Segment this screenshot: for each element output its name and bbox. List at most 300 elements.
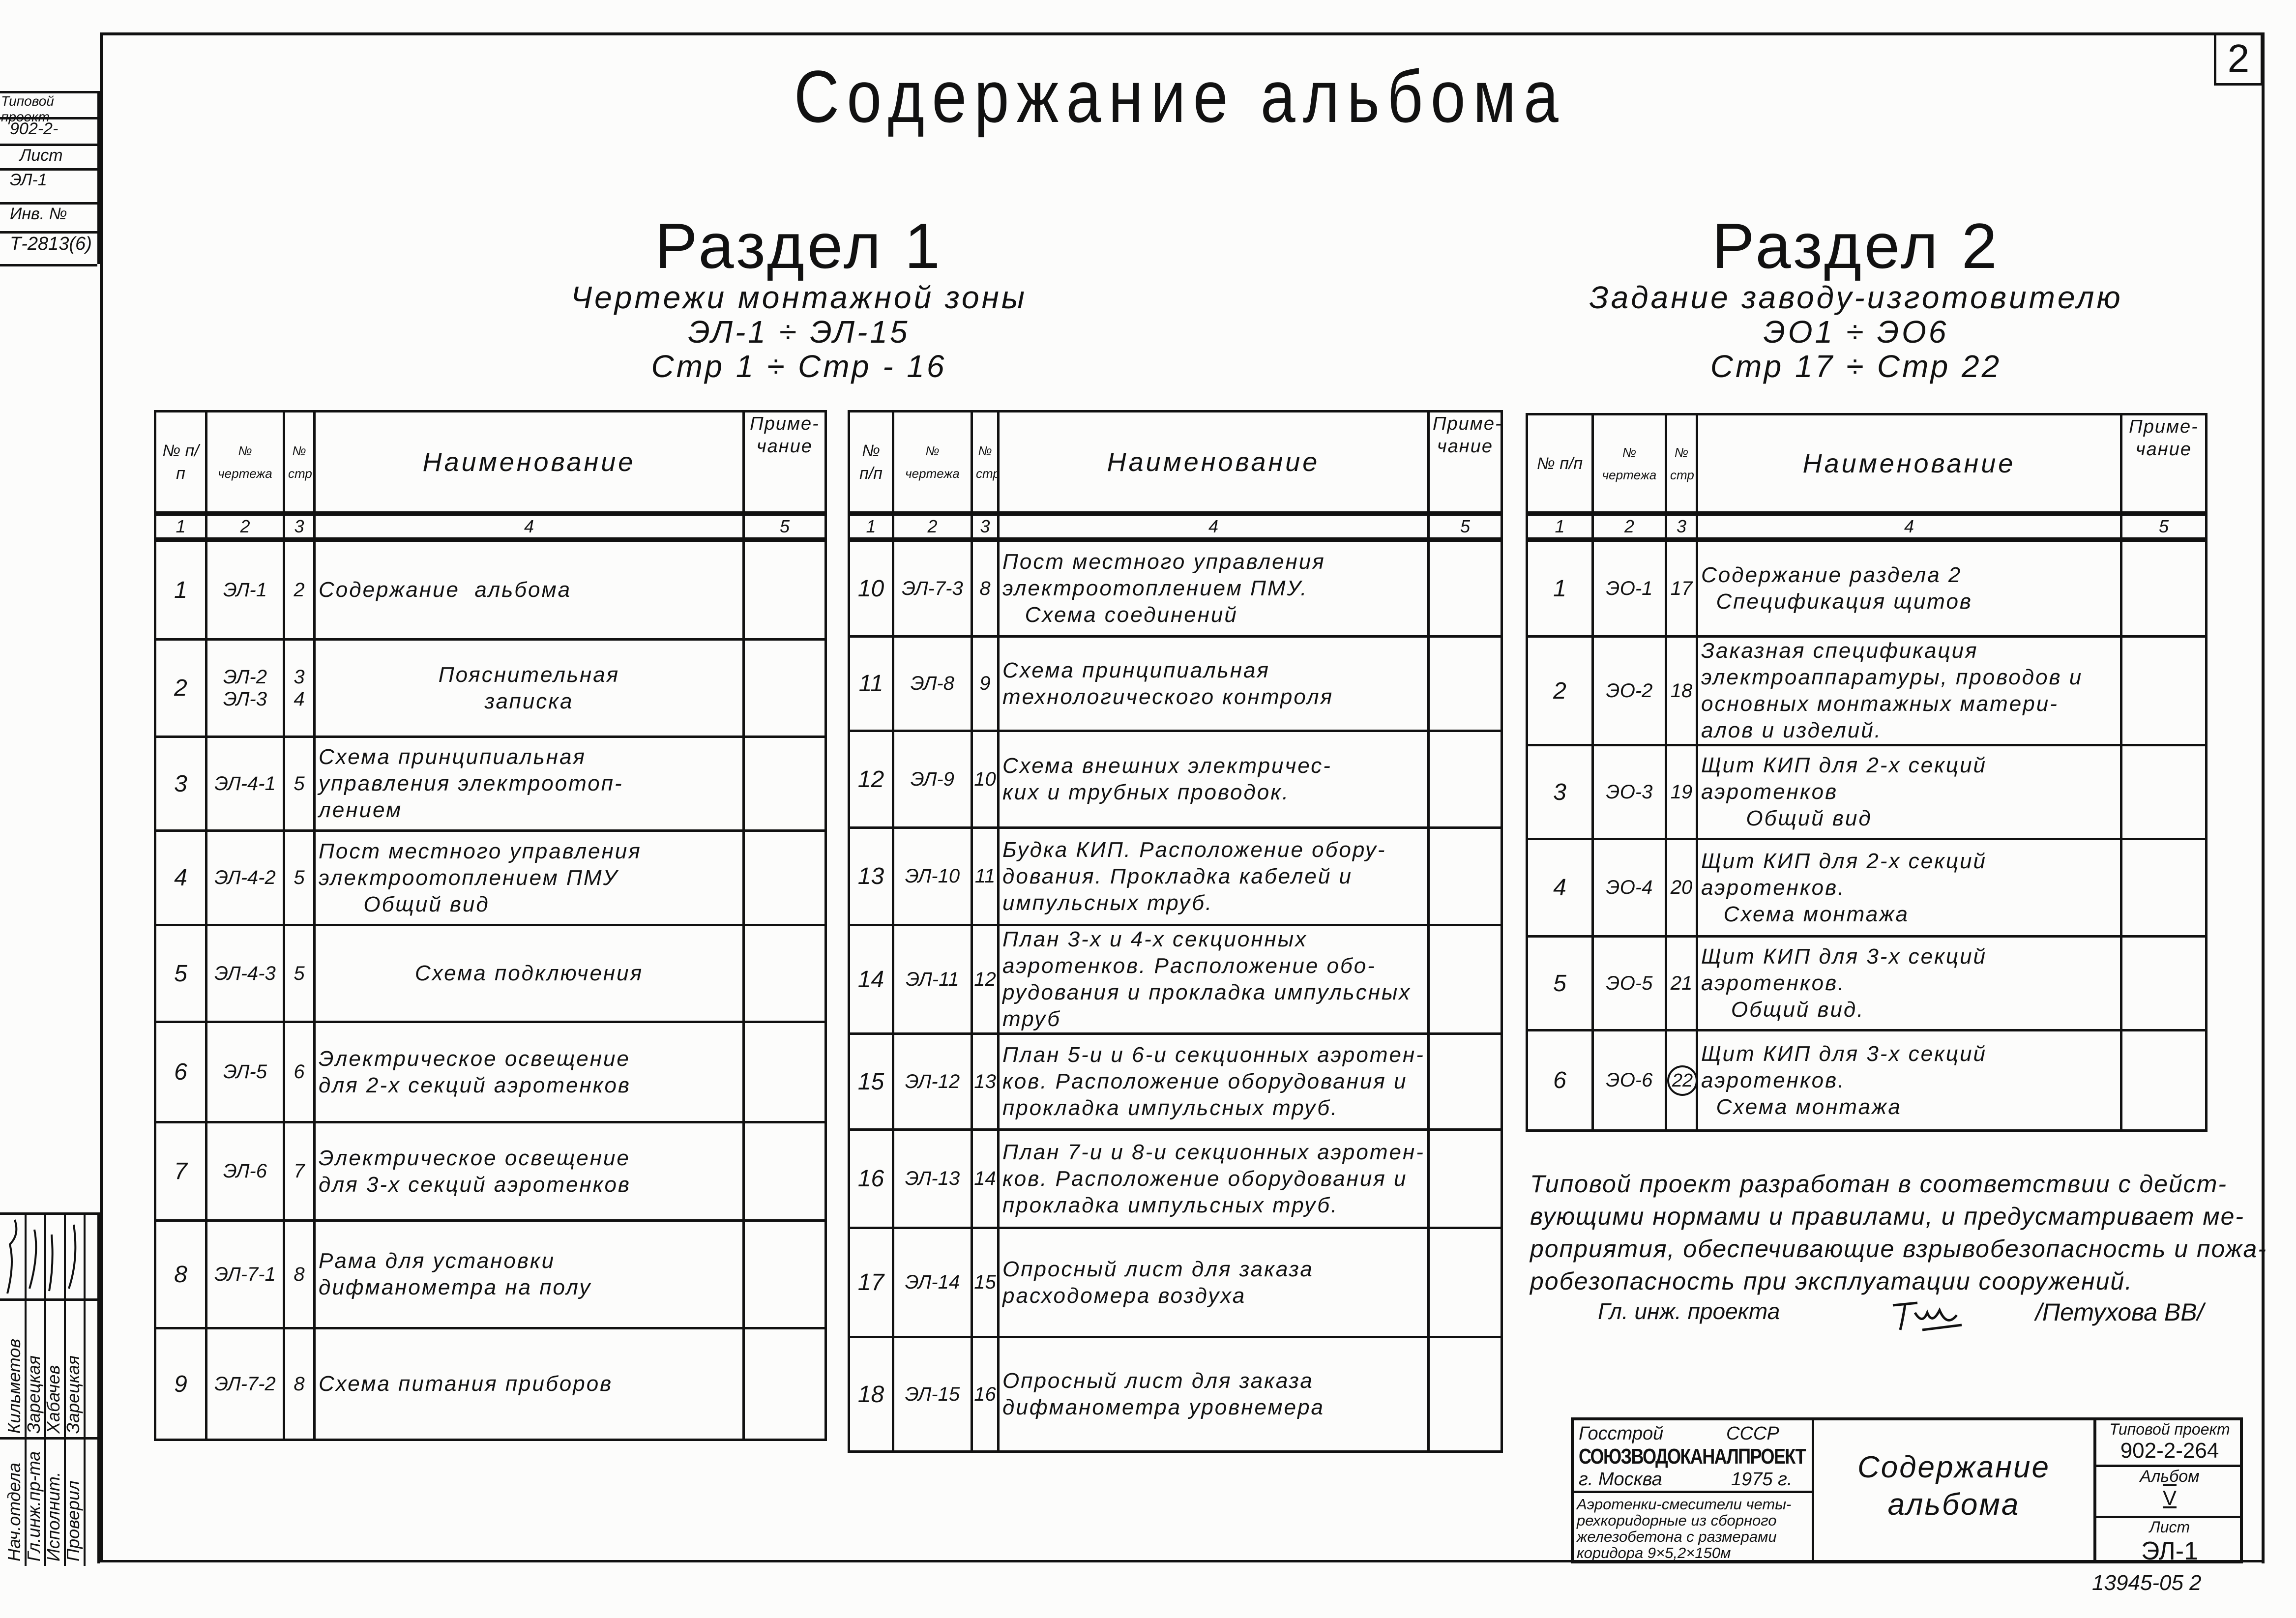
drawing-number — [206, 1328, 284, 1440]
item-name-line: основных монтажных матери- — [1701, 692, 2059, 716]
item-note — [744, 925, 826, 1022]
row-number: 4 — [155, 831, 206, 925]
item-note — [1429, 731, 1502, 828]
column-number: 2 — [206, 514, 284, 540]
item-name-line: управления электроотоп- — [319, 771, 623, 795]
column-number: 1 — [849, 514, 893, 540]
page-number — [1666, 1030, 1697, 1131]
org-year: 1975 г. — [1731, 1469, 1793, 1490]
drawing-number — [206, 1221, 284, 1328]
drawing-code: ЭЛ-7-2 — [214, 1373, 276, 1395]
table-header-row — [1527, 414, 2207, 514]
row-number: 5 — [1527, 937, 1593, 1030]
item-name-line: Схема монтажа — [1701, 902, 1910, 926]
item-name — [315, 1022, 744, 1122]
section-2-header — [1500, 211, 2212, 383]
item-name — [315, 1122, 744, 1221]
item-note — [2121, 540, 2207, 637]
drawing-number — [1593, 1030, 1666, 1131]
row-number: 6 — [1527, 1030, 1593, 1131]
title-block-org — [1574, 1420, 1814, 1560]
item-name-line: аэротенков. — [1701, 1068, 1846, 1092]
table-row — [1527, 637, 2207, 745]
table-row — [849, 1130, 1502, 1228]
page-number — [972, 1034, 999, 1130]
item-name — [1697, 839, 2121, 937]
page-value: 13 — [974, 1070, 996, 1092]
item-name — [1697, 745, 2121, 839]
table-row — [155, 1328, 826, 1440]
item-note — [744, 1022, 826, 1122]
section-1-heading: Раздел 1 — [654, 210, 943, 282]
signer-role: Гл. инж. проекта — [1598, 1298, 1780, 1324]
drawing-number — [893, 1228, 972, 1337]
sheet-title-line: Содержание — [1857, 1450, 2050, 1484]
page-number — [972, 925, 999, 1034]
item-name-line: Щит КИП для 3-х секций — [1701, 944, 1987, 969]
archive-code: 13945-05 2 — [2092, 1571, 2202, 1595]
table-row — [849, 925, 1502, 1034]
table-row — [1527, 839, 2207, 937]
page-value: 20 — [1670, 877, 1693, 898]
row-number: 1 — [155, 540, 206, 640]
sheet-label: Лист — [2149, 1518, 2190, 1536]
drawing-code: ЭЛ-4-2 — [214, 867, 276, 888]
page-value: 17 — [1670, 577, 1693, 599]
section-2-pages: Стр 17 ÷ Стр 22 — [1710, 349, 2002, 384]
table-row — [849, 1034, 1502, 1130]
page-number — [1666, 637, 1697, 745]
section-1-range: ЭЛ-1 ÷ ЭЛ-15 — [688, 314, 910, 350]
row-number: 17 — [849, 1228, 893, 1337]
item-name — [999, 925, 1429, 1034]
table-row — [849, 540, 1502, 637]
page-value: 18 — [1670, 679, 1693, 702]
drawing-code: ЭЛ-14 — [905, 1271, 960, 1293]
sheet-number: 2 — [2214, 32, 2263, 86]
item-name — [315, 640, 744, 737]
page-number — [284, 737, 315, 831]
item-note — [1429, 828, 1502, 925]
item-note — [1429, 637, 1502, 731]
page-number — [972, 731, 999, 828]
item-name-line: Будка КИП. Расположение обору- — [1002, 837, 1386, 862]
item-note — [744, 737, 826, 831]
header-name: Наименование — [999, 412, 1429, 514]
drawing-number — [1593, 637, 1666, 745]
item-name-line: Общий вид. — [1701, 998, 1865, 1022]
header-drawing: № чертежа — [893, 412, 972, 514]
table-row — [155, 1022, 826, 1122]
item-name-line: Схема соединений — [1002, 603, 1238, 627]
row-number: 15 — [849, 1034, 893, 1130]
item-name — [999, 540, 1429, 637]
page-title: Содержание альбома — [794, 55, 1566, 138]
section-1-subtitle: Чертежи монтажной зоны — [571, 280, 1027, 315]
drawing-code: ЭЛ-7-3 — [902, 577, 963, 599]
page-value: 4 — [294, 688, 305, 710]
item-note — [2121, 637, 2207, 745]
item-name — [315, 540, 744, 640]
header-note: Приме-чание — [2121, 414, 2207, 514]
table-row — [1527, 1030, 2207, 1131]
row-number: 18 — [849, 1337, 893, 1452]
column-number: 3 — [972, 514, 999, 540]
item-name-line: Общий вид — [319, 892, 490, 916]
margin-project-label: Типовой проект — [0, 93, 97, 119]
header-num: № п/п — [849, 412, 893, 514]
item-note — [744, 1122, 826, 1221]
item-name-line: электроаппаратуры, проводов и — [1701, 665, 2083, 689]
drawing-code: ЭЛ-7-1 — [214, 1263, 276, 1285]
item-name-line: Электрическое освещение — [319, 1046, 630, 1071]
title-block — [1571, 1417, 2243, 1563]
drawing-number — [893, 1337, 972, 1452]
header-page: № стр — [1666, 414, 1697, 514]
item-name-line: Щит КИП для 3-х секций — [1701, 1041, 1987, 1066]
item-name — [315, 831, 744, 925]
signature-role: Нач.отдела — [4, 1463, 24, 1561]
page-value: 5 — [294, 772, 305, 794]
sheet-title — [1814, 1420, 2096, 1560]
page-number — [284, 640, 315, 737]
page-number — [972, 1228, 999, 1337]
drawing-number — [206, 1022, 284, 1122]
album-value: V — [2162, 1486, 2177, 1509]
item-name-line: Пост местного управления — [1002, 550, 1325, 574]
item-name-line: прокладка импульсных труб. — [1002, 1096, 1339, 1120]
drawing-code: ЭЛ-13 — [905, 1168, 960, 1189]
item-note — [744, 640, 826, 737]
signature-role: Проверил — [63, 1480, 83, 1561]
page-number — [284, 831, 315, 925]
item-name — [999, 731, 1429, 828]
row-number: 2 — [155, 640, 206, 737]
row-number: 2 — [1527, 637, 1593, 745]
column-number: 1 — [155, 514, 206, 540]
project-note — [1530, 1168, 2267, 1297]
item-name-line: Схема подключения — [414, 961, 644, 985]
margin-sheet-label: Лист — [0, 146, 97, 171]
page-number — [284, 1022, 315, 1122]
page-value: 6 — [294, 1061, 305, 1083]
page-number — [972, 637, 999, 731]
item-name-line: аэротенков. — [1701, 875, 1846, 900]
drawing-number — [1593, 540, 1666, 637]
drawing-number — [893, 731, 972, 828]
table-row — [155, 737, 826, 831]
table-header-row — [849, 412, 1502, 514]
item-note — [1429, 1130, 1502, 1228]
org-name: СОЮЗВОДОКАНАЛПРОЕКТ — [1579, 1444, 1805, 1469]
page-value: 8 — [979, 577, 991, 599]
row-number: 7 — [155, 1122, 206, 1221]
table-row — [1527, 745, 2207, 839]
page-value: 22 — [1667, 1065, 1698, 1096]
drawing-number — [893, 1130, 972, 1228]
header-num: № п/п — [1527, 414, 1593, 514]
item-name-line: прокладка импульсных труб. — [1002, 1193, 1339, 1217]
drawing-code: ЭО-5 — [1606, 972, 1653, 994]
org-line-left: Госстрой — [1579, 1423, 1664, 1444]
item-note — [744, 1328, 826, 1440]
column-number: 2 — [1593, 514, 1666, 540]
signature-role: Исполнит. — [43, 1471, 63, 1561]
page-number — [972, 540, 999, 637]
table-row — [1527, 937, 2207, 1030]
item-name — [1697, 540, 2121, 637]
page-value: 9 — [979, 673, 991, 694]
item-name-line: Электрическое освещение — [319, 1146, 630, 1170]
item-name — [315, 1328, 744, 1440]
signature-role: Гл.инж.пр-та — [24, 1451, 44, 1561]
margin-project-code: 902-2- — [0, 119, 97, 146]
row-number: 8 — [155, 1221, 206, 1328]
item-name-line: Схема принципиальная — [319, 745, 586, 769]
item-name-line: лением — [319, 798, 403, 822]
page-value: 11 — [974, 865, 996, 887]
drawing-code: ЭЛ-2 — [223, 666, 267, 688]
item-name-line: аэротенков. Расположение обо- — [1002, 954, 1376, 978]
table-row — [1527, 540, 2207, 637]
page-value: 5 — [294, 962, 305, 984]
drawing-code: ЭО-3 — [1606, 781, 1653, 803]
drawing-code: ЭЛ-4-3 — [214, 962, 276, 984]
column-number-row — [155, 514, 826, 540]
page-value: 8 — [294, 1263, 305, 1285]
org-line-right: СССР — [1726, 1423, 1779, 1444]
page-value: 3 — [294, 666, 305, 688]
drawing-number — [206, 1122, 284, 1221]
project-description-line: рехкоридорные из сборного — [1577, 1512, 1777, 1529]
signature-name: Зарецкая — [63, 1355, 83, 1434]
signature-name: Кильметов — [4, 1338, 24, 1434]
item-name-line: Щит КИП для 2-х секций — [1701, 849, 1987, 873]
item-note — [2121, 745, 2207, 839]
project-description-line: коридора 9×5,2×150м — [1577, 1544, 1731, 1561]
header-note: Приме-чание — [1429, 412, 1502, 514]
item-note — [2121, 1030, 2207, 1131]
item-name — [1697, 637, 2121, 745]
drawing-code: ЭО-4 — [1606, 877, 1653, 898]
contents-table-2 — [848, 410, 1503, 1453]
item-name-line: Пояснительная — [438, 662, 620, 687]
item-name-line: ков. Расположение оборудования и — [1002, 1166, 1408, 1191]
item-name-line: Схема принципиальная — [1002, 658, 1270, 682]
item-name-line: ких и трубных проводок. — [1002, 780, 1290, 804]
handwritten-signatures — [0, 1215, 98, 1298]
item-note — [744, 831, 826, 925]
page-number — [972, 1337, 999, 1452]
drawing-code: ЭО-6 — [1606, 1069, 1653, 1091]
row-number: 12 — [849, 731, 893, 828]
item-name-line: записка — [484, 689, 574, 713]
title-block-codes — [2096, 1420, 2243, 1565]
item-note — [1429, 1034, 1502, 1130]
page-number — [1666, 839, 1697, 937]
item-name — [315, 737, 744, 831]
page-value: 16 — [974, 1383, 996, 1405]
project-description — [1574, 1493, 1812, 1564]
drawing-code: ЭО-2 — [1606, 679, 1653, 702]
project-description-line: железобетона с размерами — [1577, 1528, 1777, 1545]
column-number-row — [1527, 514, 2207, 540]
header-drawing: № чертежа — [1593, 414, 1666, 514]
page-value: 8 — [294, 1373, 305, 1395]
table-row — [155, 1122, 826, 1221]
drawing-code: ЭЛ-3 — [223, 688, 267, 710]
item-name-line: План 3-х и 4-х секционных — [1002, 927, 1308, 951]
item-name-line: Щит КИП для 2-х секций — [1701, 753, 1987, 777]
page-number — [1666, 937, 1697, 1030]
signature-name: Зарецкая — [24, 1355, 44, 1434]
item-note — [744, 1221, 826, 1328]
item-name — [315, 1221, 744, 1328]
signature-block — [0, 1212, 100, 1563]
page-value: 19 — [1670, 781, 1693, 803]
note-line: вующими нормами и правилами, и предусматривает ме- — [1530, 1203, 2245, 1230]
item-name — [999, 1130, 1429, 1228]
item-name-line: импульсных труб. — [1002, 890, 1213, 915]
column-number: 5 — [2121, 514, 2207, 540]
item-name-line: электроотоплением ПМУ. — [1002, 576, 1308, 600]
drawing-number — [893, 828, 972, 925]
item-name-line: для 2-х секций аэротенков — [319, 1073, 631, 1097]
section-2-subtitle: Задание заводу-изготовителю — [1589, 280, 2123, 315]
row-number: 16 — [849, 1130, 893, 1228]
section-2-heading: Раздел 2 — [1711, 210, 2001, 282]
header-name: Наименование — [315, 412, 744, 514]
item-name-line: Заказная спецификация — [1701, 639, 1978, 663]
frame-right-edge — [2262, 32, 2265, 1563]
row-number: 11 — [849, 637, 893, 731]
item-name-line: аэротенков — [1701, 780, 1838, 804]
drawing-number — [893, 540, 972, 637]
drawing-number — [1593, 839, 1666, 937]
column-number: 4 — [999, 514, 1429, 540]
item-name-line: Схема монтажа — [1701, 1094, 1902, 1119]
signer-name: /Петухова ВВ/ — [2035, 1298, 2204, 1326]
margin-sheet-value: ЭЛ-1 — [0, 171, 97, 205]
item-note — [1429, 540, 1502, 637]
item-name-line: ков. Расположение оборудования и — [1002, 1069, 1408, 1093]
item-note — [2121, 937, 2207, 1030]
item-name — [999, 1034, 1429, 1130]
margin-stamp — [0, 91, 100, 264]
note-line: роприятия, обеспечивающие взрывобезопасность и пожа- — [1530, 1235, 2267, 1263]
header-page: № стр — [972, 412, 999, 514]
signature-name: Хабачев — [43, 1365, 63, 1434]
header-name: Наименование — [1697, 414, 2121, 514]
item-name-line: Опросный лист для заказа — [1002, 1369, 1314, 1393]
page-number — [284, 925, 315, 1022]
row-number: 10 — [849, 540, 893, 637]
item-name-line: технологического контроля — [1002, 684, 1334, 709]
table-row — [849, 1228, 1502, 1337]
row-number: 14 — [849, 925, 893, 1034]
row-number: 5 — [155, 925, 206, 1022]
table-row — [155, 540, 826, 640]
column-number: 3 — [284, 514, 315, 540]
table-row — [849, 731, 1502, 828]
page-number — [284, 1122, 315, 1221]
column-number: 5 — [744, 514, 826, 540]
drawing-code: ЭЛ-6 — [223, 1160, 267, 1182]
item-name-line: рудования и прокладка импульсных — [1002, 980, 1412, 1004]
drawing-number — [206, 540, 284, 640]
section-2-range: ЭО1 ÷ ЭО6 — [1763, 314, 1949, 350]
item-name-line: дования. Прокладка кабелей и — [1002, 864, 1353, 888]
drawing-number — [1593, 937, 1666, 1030]
column-number: 3 — [1666, 514, 1697, 540]
item-name-line: Общий вид — [1701, 806, 1872, 830]
project-description-line: Аэротенки-смесители четы- — [1577, 1496, 1792, 1513]
org-city: г. Москва — [1579, 1469, 1662, 1490]
drawing-code: ЭЛ-5 — [223, 1061, 267, 1083]
page-number — [972, 828, 999, 925]
row-number: 6 — [155, 1022, 206, 1122]
drawing-code: ЭЛ-4-1 — [214, 772, 276, 794]
page-value: 7 — [294, 1160, 305, 1182]
item-name-line: Содержание раздела 2 — [1701, 563, 1962, 587]
item-name-line: Пост местного управления — [319, 839, 642, 863]
item-name-line: расходомера воздуха — [1002, 1283, 1246, 1308]
page-number — [284, 540, 315, 640]
drawing-code: ЭЛ-15 — [905, 1383, 960, 1405]
row-number: 9 — [155, 1328, 206, 1440]
item-name-line: Схема питания приборов — [319, 1372, 613, 1396]
drawing-number — [206, 737, 284, 831]
drawing-number — [206, 925, 284, 1022]
drawing-number — [893, 637, 972, 731]
page-value: 21 — [1670, 972, 1693, 994]
item-name-line: дифманометра на полу — [319, 1275, 592, 1299]
drawing-code: ЭО-1 — [1606, 577, 1653, 599]
column-number: 1 — [1527, 514, 1593, 540]
signature-image — [1888, 1291, 1967, 1335]
item-name-line: электроотоплением ПМУ — [319, 865, 618, 890]
drawing-number — [206, 640, 284, 737]
item-name-line: дифманометра уровнемера — [1002, 1395, 1325, 1419]
margin-inv-label: Инв. № — [0, 205, 97, 234]
item-name — [1697, 1030, 2121, 1131]
column-number: 4 — [315, 514, 744, 540]
note-line: Типовой проект разработан в соответствии с дейст- — [1530, 1170, 2228, 1198]
item-name-line: План 5-и и 6-и секционных аэротен- — [1002, 1043, 1425, 1067]
item-note — [744, 540, 826, 640]
contents-table-1 — [154, 410, 827, 1441]
row-number: 3 — [1527, 745, 1593, 839]
drawing-code: ЭЛ-11 — [906, 968, 959, 990]
table-row — [155, 925, 826, 1022]
drawing-number — [1593, 745, 1666, 839]
item-note — [2121, 839, 2207, 937]
drawing-code: ЭЛ-1 — [223, 579, 267, 601]
row-number: 3 — [155, 737, 206, 831]
note-line: робезопасность при эксплуатации сооружений. — [1530, 1267, 2133, 1295]
page-value: 15 — [974, 1271, 996, 1293]
header-page: № стр — [284, 412, 315, 514]
header-drawing: № чертежа — [206, 412, 284, 514]
page-value: 12 — [974, 968, 996, 990]
drawing-code: ЭЛ-10 — [905, 865, 960, 887]
table-row — [155, 640, 826, 737]
album-label: Альбом — [2140, 1467, 2200, 1486]
item-name — [999, 828, 1429, 925]
table-row — [849, 828, 1502, 925]
page-value: 5 — [294, 867, 305, 888]
item-name-line: Спецификация щитов — [1701, 589, 1972, 614]
